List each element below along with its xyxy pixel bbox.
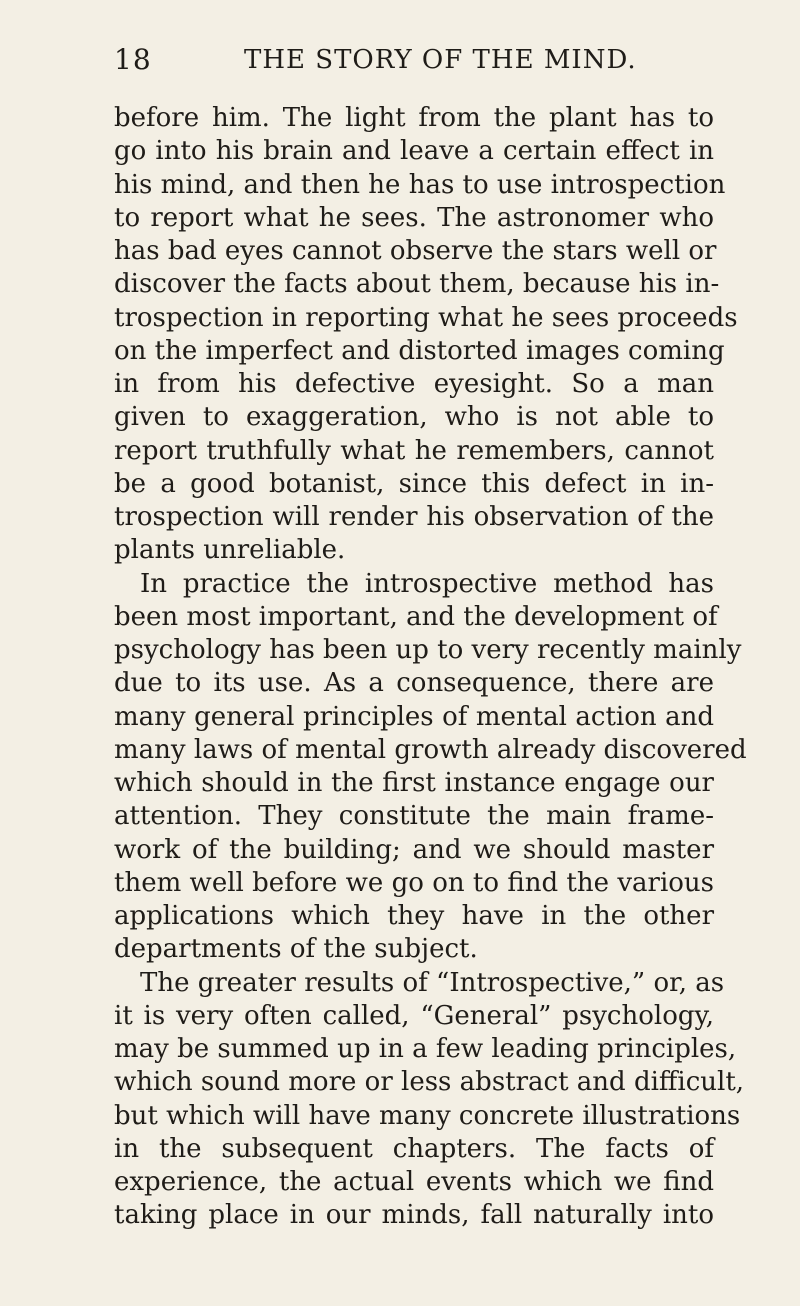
page-number: 18 (114, 43, 152, 76)
text-line: trospection will render his observation of the (114, 502, 714, 532)
text-line: work of the building; and we should master (114, 834, 714, 865)
text-line: departments of the subject. (114, 934, 478, 965)
text-line: taking place in our minds, fall naturally into (114, 1200, 714, 1231)
text-line: psychology has been up to very recently mainly (114, 635, 742, 665)
text-line: has bad eyes cannot observe the stars well or (114, 236, 717, 266)
text-line: may be summed up in a few leading principles, (114, 1034, 737, 1064)
text-line: to report what he sees. The astronomer who (114, 202, 714, 233)
text-line: given to exaggeration, who is not able to (114, 402, 714, 433)
text-line: it is very often called, “General” psychology, (114, 1000, 714, 1031)
text-line: discover the facts about them, because his in- (114, 269, 720, 300)
text-line: trospection in reporting what he sees proceeds (114, 302, 738, 333)
text-line: be a good botanist, since this defect in in- (114, 468, 714, 499)
text-line: many laws of mental growth already discovered (114, 734, 747, 765)
text-line: but which will have many concrete illustrations (114, 1100, 741, 1131)
text-line: The greater results of “Introspective,” or, as (140, 967, 725, 998)
page-header (114, 40, 714, 80)
text-line: his mind, and then he has to use introspection (114, 169, 726, 200)
running-title: THE STORY OF THE MIND. (244, 45, 637, 75)
text-line: in from his defective eyesight. So a man (114, 369, 714, 399)
text-line: applications which they have in the other (114, 901, 714, 931)
text-line: experience, the actual events which we find (114, 1167, 714, 1197)
body-text (114, 102, 747, 1233)
text-line: them well before we go on to find the various (114, 867, 714, 898)
text-line: in the subsequent chapters. The facts of (114, 1133, 714, 1164)
text-line: attention. They constitute the main frame- (114, 801, 714, 832)
text-line: on the imperfect and distorted images coming (114, 335, 725, 366)
text-line: plants unreliable. (114, 535, 346, 566)
text-line: before him. The light from the plant has to (114, 103, 714, 133)
text-line: which sound more or less abstract and difficult, (114, 1067, 745, 1098)
text-line: due to its use. As a consequence, there are (114, 668, 714, 699)
text-line: In practice the introspective method has (140, 568, 714, 599)
text-line: been most important, and the development of (114, 601, 718, 632)
text-line: which should in the first instance engage our (114, 768, 714, 798)
text-line: report truthfully what he remembers, cannot (114, 435, 714, 466)
text-line: go into his brain and leave a certain effect in (114, 136, 714, 167)
text-line: many general principles of mental action and (114, 701, 714, 732)
